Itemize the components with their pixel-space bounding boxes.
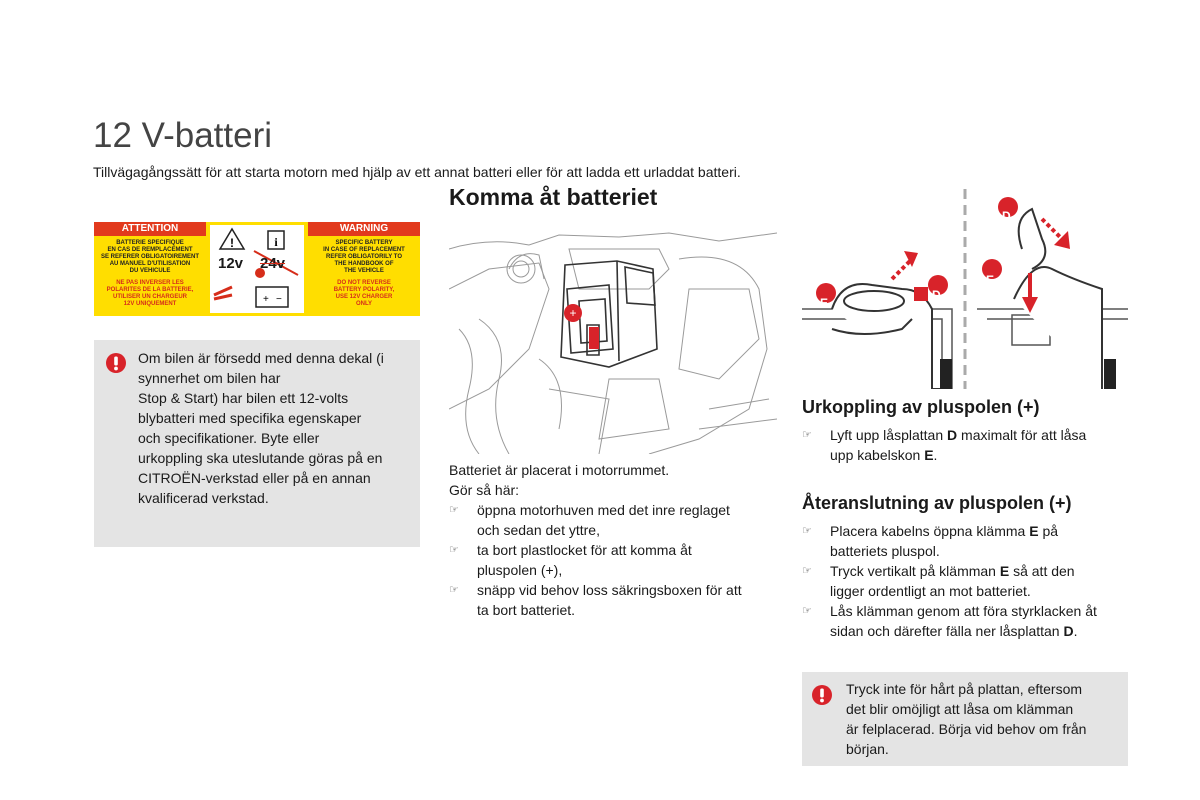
list-item — [449, 580, 779, 620]
text-line: är felplacerad. Börja vid behov om från — [846, 721, 1087, 737]
text-line: och sedan det yttre, — [477, 522, 600, 538]
page-subtitle: Tillvägagångssätt för att starta motorn med hjälp av ett annat batteri eller för att ladda ett urladdat batteri. — [93, 164, 741, 180]
label-line: ONLY — [355, 301, 373, 307]
hand-pointer-icon: ☞ — [449, 544, 459, 556]
text-line: blybatteri med specifika egenskaper — [138, 410, 362, 426]
label-right-bottom — [308, 280, 420, 308]
label-line: NE PAS INVERSER LES — [116, 280, 184, 286]
text-span: . — [1073, 623, 1078, 639]
label-line: BATTERY POLARITY, — [333, 287, 395, 293]
engine-bay-illustration — [449, 229, 777, 454]
hand-pointer-icon: ☞ — [802, 429, 812, 441]
ref-letter: E — [1029, 523, 1039, 539]
list-item — [802, 561, 1142, 601]
warning-text-decal — [138, 348, 384, 508]
label-line: 12V UNIQUEMENT — [123, 301, 177, 307]
label-line: THE HANDBOOK OF — [334, 261, 394, 267]
label-line: IN CASE OF REPLACEMENT — [323, 247, 405, 253]
hand-pointer-icon: ☞ — [449, 504, 459, 516]
section-heading-access: Komma åt batteriet — [449, 184, 658, 210]
hand-pointer-icon: ☞ — [802, 525, 812, 537]
text-line — [830, 521, 1142, 541]
label-24v: 24v — [260, 255, 286, 272]
text-span: Tryck vertikalt på klämman — [830, 563, 1000, 579]
svg-text:i: i — [274, 235, 278, 249]
text-line — [830, 621, 1142, 641]
text-line: öppna motorhuven med det inre reglaget — [477, 502, 730, 518]
disconnect-steps — [802, 425, 1132, 465]
text-line: ligger ordentligt an mot batteriet. — [830, 583, 1031, 599]
section-heading-reconnect: Återanslutning av pluspolen (+) — [802, 493, 1072, 513]
label-left-top — [94, 240, 206, 275]
text-line — [830, 425, 1132, 445]
label-attention: ATTENTION — [94, 222, 206, 236]
svg-text:+: + — [263, 294, 269, 305]
text-span: på — [1038, 523, 1059, 539]
hand-pointer-icon: ☞ — [449, 584, 459, 596]
text-line: Lås klämman genom att föra styrklacken åt — [830, 603, 1097, 619]
access-intro — [449, 460, 669, 500]
text-line: pluspolen (+), — [477, 562, 563, 578]
ref-letter: D — [947, 427, 958, 443]
label-line: BATTERIE SPECIFIQUE — [116, 240, 184, 246]
reconnect-steps — [802, 521, 1142, 641]
text-line: snäpp vid behov loss säkringsboxen för att — [477, 582, 742, 598]
label-line: SE REFERER OBLIGATOIREMENT — [100, 254, 200, 260]
label-12v: 12v — [218, 255, 244, 272]
text-line: urkoppling ska uteslutande göras på en — [138, 450, 383, 466]
text-line: Om bilen är försedd med denna dekal (i — [138, 350, 384, 366]
hand-pointer-icon: ☞ — [802, 565, 812, 577]
battery-warning-label — [94, 222, 420, 316]
label-line: UTILISER UN CHARGEUR — [112, 294, 187, 300]
text-span: sidan och därefter fälla ner låsplattan — [830, 623, 1064, 639]
label-line: AU MANUEL D'UTILISATION — [109, 261, 191, 267]
label-line: POLARITES DE LA BATTERIE, — [106, 287, 194, 293]
label-line: DO NOT REVERSE — [337, 280, 391, 286]
diagram-label-e-right: E — [986, 273, 995, 287]
text-line: batteriets pluspol. — [830, 543, 940, 559]
label-left-bottom — [94, 280, 206, 308]
ref-letter: D — [1063, 623, 1074, 639]
text-line — [830, 561, 1142, 581]
list-item — [802, 521, 1142, 561]
diagram-label-e-left: E — [820, 296, 829, 310]
svg-text:!: ! — [230, 236, 234, 250]
label-warning: WARNING — [308, 222, 420, 236]
text-line: Gör så här: — [449, 482, 520, 498]
diagram-label-d-left: D — [932, 288, 941, 302]
list-item — [802, 425, 1132, 465]
label-line: REFER OBLIGATORILY TO — [325, 254, 402, 260]
access-steps — [449, 500, 779, 620]
label-line: DU VEHICULE — [129, 268, 171, 274]
label-right-top — [308, 240, 420, 275]
label-line: USE 12V CHARGER — [335, 294, 393, 300]
section-heading-disconnect: Urkoppling av pluspolen (+) — [802, 397, 1040, 417]
svg-text:−: − — [276, 294, 282, 305]
label-line: EN CAS DE REMPLACEMENT — [107, 247, 193, 253]
warning-box-decal — [94, 340, 420, 547]
text-line: och specifikationer. Byte eller — [138, 430, 320, 446]
text-span: . — [933, 447, 938, 463]
diagram-plus-marker: + — [569, 306, 577, 320]
text-line: Tryck inte för hårt på plattan, eftersom — [846, 681, 1083, 697]
warning-text-pressure — [846, 679, 1086, 759]
text-span: Placera kabelns öppna klämma — [830, 523, 1030, 539]
text-span: så att den — [1009, 563, 1075, 579]
clamp-illustration — [802, 189, 1128, 389]
list-item — [449, 540, 779, 580]
text-line: början. — [846, 741, 889, 757]
ref-letter: E — [924, 447, 934, 463]
diagram-label-d-right: D — [1002, 209, 1011, 223]
label-center-pictograms — [210, 225, 304, 313]
text-line: Batteriet är placerat i motorrummet. — [449, 462, 670, 478]
text-line: kvalificerad verkstad. — [138, 490, 269, 506]
text-line: det blir omöjligt att låsa om klämman — [846, 701, 1074, 717]
warning-box-pressure — [802, 672, 1128, 766]
ref-letter: E — [999, 563, 1010, 579]
hand-pointer-icon: ☞ — [802, 605, 812, 617]
text-line: synnerhet om bilen har — [138, 370, 281, 386]
text-line: ta bort batteriet. — [477, 602, 576, 618]
label-line: THE VEHICLE — [344, 268, 384, 274]
text-span: upp kabelskon — [830, 447, 925, 463]
clamp-drawing — [802, 189, 1128, 389]
page-title: 12 V-batteri — [93, 116, 272, 155]
text-span: maximalt för att låsa — [957, 427, 1087, 443]
label-line: SPECIFIC BATTERY — [335, 240, 393, 246]
warning-icon — [811, 684, 833, 706]
engine-bay-drawing — [449, 229, 777, 454]
warning-icon — [105, 352, 127, 374]
list-item — [449, 500, 779, 540]
text-line: Stop & Start) har bilen ett 12-volts — [138, 390, 349, 406]
text-span: Lyft upp låsplattan — [830, 427, 948, 443]
text-line: ta bort plastlocket för att komma åt — [477, 542, 692, 558]
text-line — [830, 445, 1132, 465]
text-line: CITROËN-verkstad eller på en annan — [138, 470, 371, 486]
list-item — [802, 601, 1142, 641]
